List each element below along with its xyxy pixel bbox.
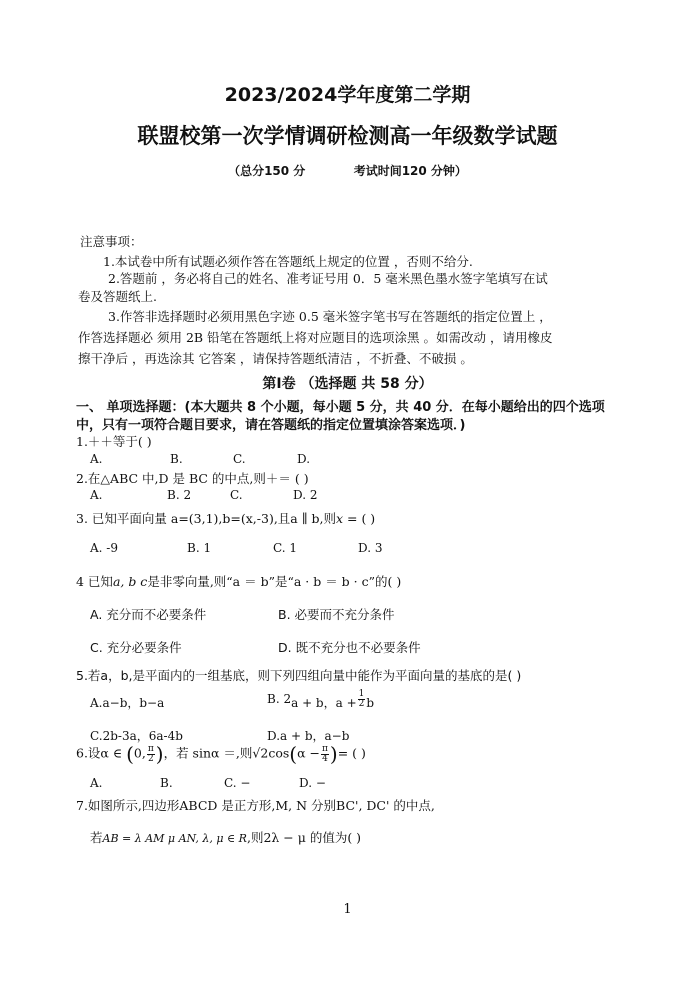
fraction-numerator: π	[147, 743, 154, 754]
right-paren-icon: )	[155, 742, 164, 766]
notice-item-2-line-2: 卷及答题纸上.	[78, 289, 157, 304]
left-paren-icon: (	[289, 742, 298, 766]
question-5-option-d: D.a + b，a−b	[267, 729, 350, 743]
page-number: 1	[343, 902, 352, 917]
fraction-numerator: 1	[358, 689, 365, 699]
question-5-option-b-suffix: b	[366, 696, 375, 710]
question-1-option-d: D.	[297, 452, 311, 466]
question-2-option-b: B. 2	[167, 488, 192, 502]
question-3-stem-text: 3. 已知平面向量 a=(3,1),b=(x,-3),且a ∥ b,则	[76, 511, 336, 526]
question-3-stem	[76, 509, 375, 527]
question-4-option-b: B. 必要而不充分条件	[278, 607, 395, 622]
question-6-interval-start: 0,	[133, 745, 146, 761]
notice-item-3-line-1: 3.作答非选择题时必须用黑色字迹 0.5 毫米签字笔书写在答题纸的指定位置上 ，	[108, 309, 552, 324]
question-7-line-1: 7.如图所示,四边形ABCD 是正方形,M, N 分别BC', DC' 的中点,	[76, 798, 435, 813]
fraction-numerator: π	[321, 743, 328, 754]
question-5-stem: 5.若a，b,是平面内的一组基底，则下列四组向量中能作为平面向量的基底的是( )	[76, 668, 522, 683]
question-7-line-2-end: ,则2λ − μ 的值为( )	[246, 830, 362, 845]
question-5-option-c: C.2b-3a，6a-4b	[90, 729, 183, 743]
question-5-option-b	[267, 690, 374, 711]
fraction-denominator: 2	[147, 753, 154, 764]
question-4-option-c: C. 充分必要条件	[90, 640, 182, 655]
question-6-stem-end: = ( )	[337, 745, 366, 761]
notice-item-3-line-3: 擦干净后 ，再选涂其 它答案 ，请保持答题纸清洁 ，不折叠、不破损 。	[78, 351, 473, 366]
question-5-option-b-fraction	[358, 690, 366, 709]
notice-item-2-line-1: 2.答题前 ，务必将自己的姓名、准考证号用 0．5 毫米黑色墨水签字笔填写在试	[108, 271, 548, 286]
notice-item-3-line-2: 作答选择题必 须用 2B 铅笔在答题纸上将对应题目的选项涂黑 。如需改动 ，请用橡皮	[78, 330, 553, 345]
question-7-line-2-start: 若	[90, 830, 103, 845]
question-3-option-d: D. 3	[358, 541, 383, 555]
question-7-expression: AB = λ AM μ AN, λ, μ ∈ R	[102, 832, 247, 845]
question-1-stem: 1.＋＋等于( )	[76, 434, 152, 449]
notice-item-1: 1.本试卷中所有试题必须作答在答题纸上规定的位置 ，否则不给分.	[103, 254, 473, 269]
notice-heading: 注意事项：	[80, 234, 143, 249]
right-paren-icon: )	[329, 742, 338, 766]
time-limit: 考试时间120 分钟）	[353, 164, 467, 178]
question-2-option-c: C.	[230, 488, 243, 502]
question-6-cos-argument: α −	[297, 745, 320, 761]
question-4-stem	[76, 572, 401, 590]
left-paren-icon: (	[126, 742, 134, 766]
question-4-option-a: A. 充分而不必要条件	[90, 607, 207, 622]
question-2-option-a: A.	[90, 488, 103, 502]
question-3-option-c: C. 1	[273, 541, 298, 555]
question-3-variable: x	[335, 511, 344, 526]
section-1-line-1: 一、 单项选择题：(本大题共 8 个小题，每小题 5 分，共 40 分．在每小题给出的四个选项	[76, 400, 605, 415]
question-1-option-b: B.	[170, 452, 183, 466]
question-6-option-c: C. −	[224, 776, 251, 790]
question-3-option-b: B. 1	[187, 541, 212, 555]
question-4-stem-text: 4 已知	[76, 574, 113, 589]
total-score: （总分150 分	[228, 164, 306, 178]
question-2-option-d: D. 2	[293, 488, 318, 502]
question-2-stem: 2.在△ABC 中,D 是 BC 的中点,则＋＝ ( )	[76, 471, 309, 486]
question-4-vectors: a, b c	[112, 574, 148, 589]
section-1-line-2: 中，只有一项符合题目要求，请在答题纸的指定位置填涂答案选项．)	[76, 418, 466, 433]
question-6-cos-fraction	[321, 745, 329, 764]
question-6-interval-fraction	[147, 745, 155, 764]
part-1-title: 第Ⅰ卷 （选择题 共 58 分）	[262, 376, 433, 392]
question-4-stem-end: 是非零向量,则“a ＝ b”是“a · b ＝ b · c”的( )	[147, 574, 402, 589]
fraction-denominator: 2	[358, 699, 365, 709]
question-6-stem-text: 6.设α ∈	[76, 745, 123, 761]
question-1-option-a: A.	[90, 452, 103, 466]
question-6-option-b: B.	[160, 776, 173, 790]
question-6-stem-mid: ，若 sinα ＝,则√2cos	[163, 745, 290, 761]
exam-term: 2023/2024学年度第二学期	[224, 84, 471, 106]
question-1-option-c: C.	[233, 452, 246, 466]
question-3-option-a: A. -9	[90, 541, 118, 555]
question-6-option-d: D. −	[299, 776, 326, 790]
question-5-option-b-mid: a + b，a +	[291, 696, 357, 710]
question-5-option-b-prefix: B. 2	[267, 692, 292, 706]
question-7-line-2	[90, 828, 361, 846]
exam-title: 联盟校第一次学情调研检测高一年级数学试题	[137, 124, 558, 148]
fraction-denominator: 4	[322, 753, 328, 764]
question-6-stem	[76, 742, 366, 766]
question-3-stem-end: = ( )	[343, 511, 376, 526]
exam-subtitle	[0, 162, 695, 179]
question-6-option-a: A.	[90, 776, 103, 790]
question-4-option-d: D. 既不充分也不必要条件	[278, 640, 421, 655]
question-5-option-a: A.a−b，b−a	[90, 696, 165, 710]
